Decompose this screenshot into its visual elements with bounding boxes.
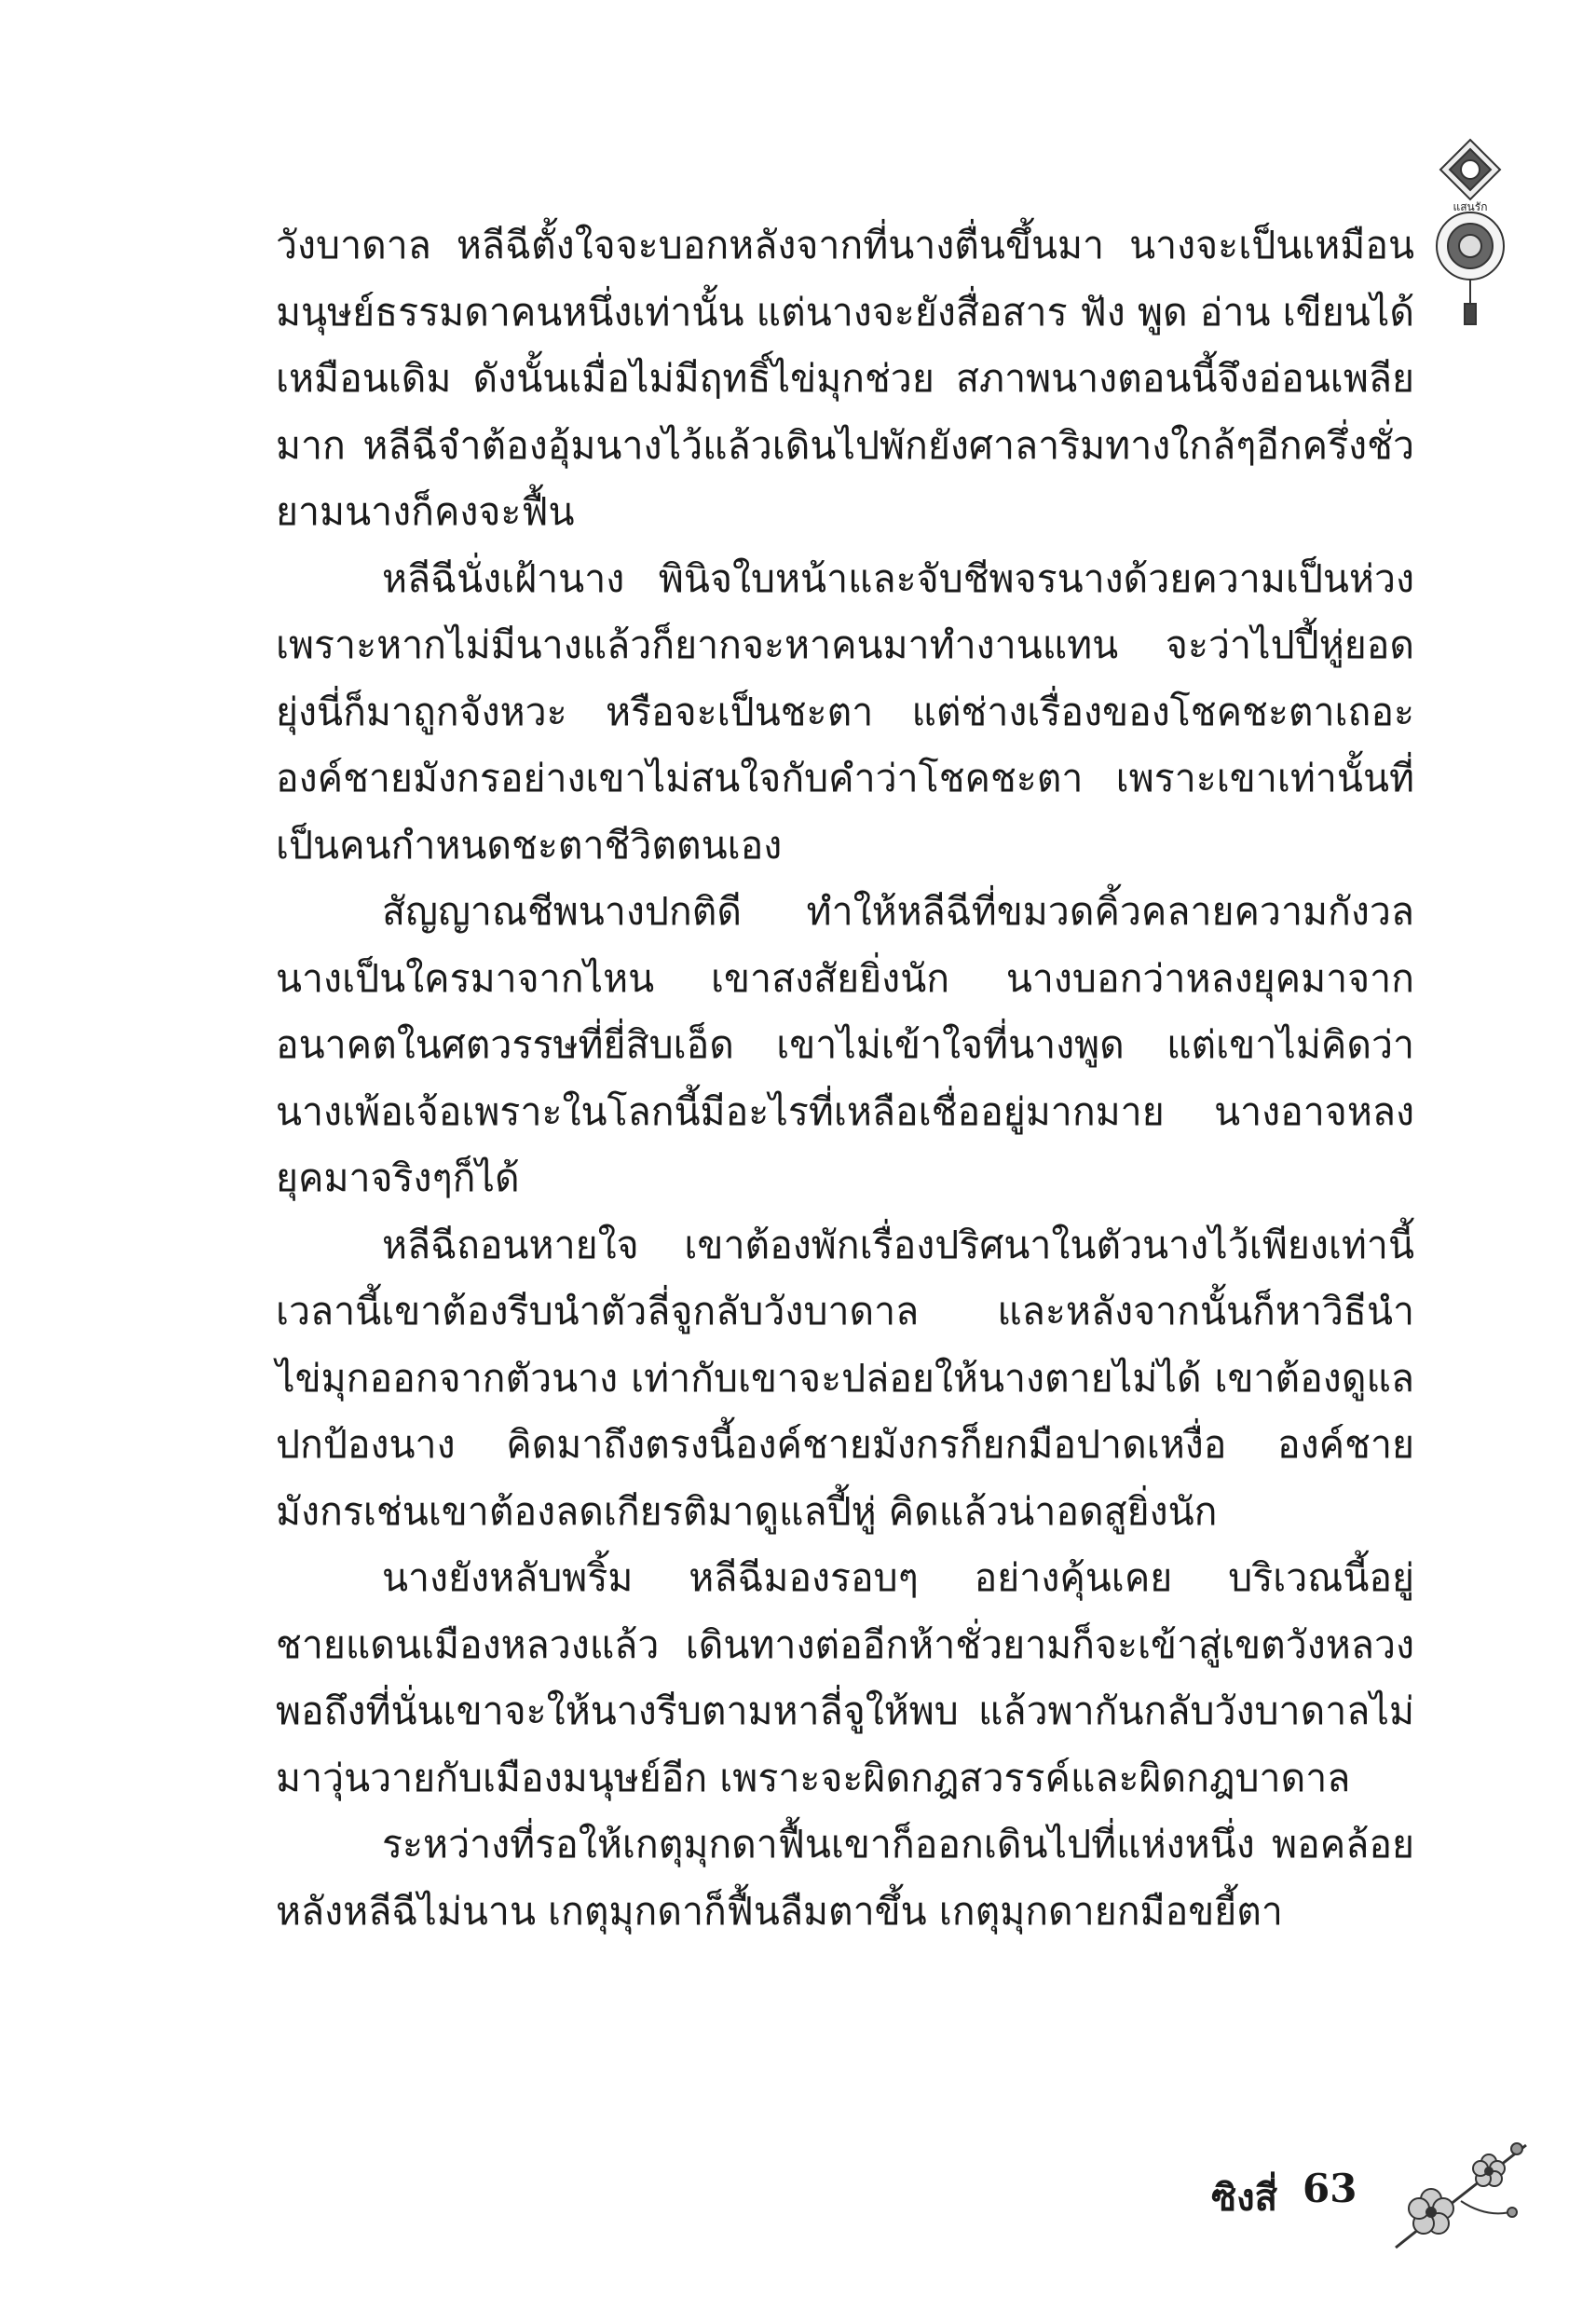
blossom-decoration-icon [1377, 2126, 1535, 2266]
paragraph: หลีฉีถอนหายใจ เขาต้องพักเรื่องปริศนาในตัวนางไว้เพียงเท่านี้เวลานี้เขาต้องรีบนำตัวลี่จูกลับวังบาดาล และหลังจากนั้นก็หาวิธีนำไข่มุกออกจากตัวนาง เท่ากับเขาจะปล่อยให้นางตายไม่ได้ เขาต้องดูแลปกป้องนาง คิดมาถึงตรงนี้องค์ชายมังกรก็ยกมือปาดเหงื่อ องค์ชายมังกรเช่นเขาต้องลดเกียรติมาดูแลปี้หู่ คิดแล้วน่าอดสูยิ่งนัก [276, 1222, 1414, 1534]
paragraph: หลีฉีนั่งเฝ้านาง พินิจใบหน้าและจับชีพจรนางด้วยความเป็นห่วงเพราะหากไม่มีนางแล้วก็ยากจะหาคนมาทำงานแทน จะว่าไปปี้หู่ยอดยุ่งนี่ก็มาถูกจังหวะ หรือจะเป็นชะตา แต่ช่างเรื่องของโชคชะตาเถอะ องค์ชายมังกรอย่างเขาไม่สนใจกับคำว่าโชคชะตา เพราะเขาเท่านั้นที่เป็นคนกำหนดชะตาชีวิตตนเอง [276, 555, 1414, 868]
running-title: ซิงสี่ [1211, 2177, 1278, 2220]
paragraph: วังบาดาล หลีฉีตั้งใจจะบอกหลังจากที่นางตื่นขึ้นมา นางจะเป็นเหมือนมนุษย์ธรรมดาคนหนึ่งเท่านั้น แต่นางจะยังสื่อสาร ฟัง พูด อ่าน เขียนได้เหมือนเดิม ดังนั้นเมื่อไม่มีฤทธิ์ไข่มุกช่วย สภาพนางตอนนี้จึงอ่อนเพลียมาก หลีฉีจำต้องอุ้มนางไว้แล้วเดินไปพักยังศาลาริมทางใกล้ๆอีกครึ่งชั่วยามนางก็คงจะฟื้น [276, 223, 1414, 534]
paragraph: สัญญาณชีพนางปกติดี ทำให้หลีฉีที่ขมวดคิ้วคลายความกังวลนางเป็นใครมาจากไหน เขาสงสัยยิ่งนัก นางบอกว่าหลงยุคมาจากอนาคตในศตวรรษที่ยี่สิบเอ็ด เขาไม่เข้าใจที่นางพูด แต่เขาไม่คิดว่านางเพ้อเจ้อเพราะในโลกนี้มีอะไรที่เหลือเชื่ออยู่มากมาย นางอาจหลงยุคมาจริงๆก็ได้ [276, 889, 1414, 1200]
publisher-logo-icon [1425, 136, 1515, 332]
page-number: 63 [1303, 2166, 1357, 2211]
logo-text: แสนรัก [1453, 200, 1488, 213]
paragraph: ระหว่างที่รอให้เกตุมุกดาฟื้นเขาก็ออกเดินไปที่แห่งหนึ่ง พอคล้อยหลังหลีฉีไม่นาน เกตุมุกดาก็ฟื้นลืมตาขึ้น เกตุมุกดายกมือขยี้ตา [276, 1822, 1414, 1934]
page-body [276, 212, 1414, 1945]
paragraph: นางยังหลับพริ้ม หลีฉีมองรอบๆ อย่างคุ้นเคย บริเวณนี้อยู่ชายแดนเมืองหลวงแล้ว เดินทางต่ออีกห้าชั่วยามก็จะเข้าสู่เขตวังหลวงพอถึงที่นั่นเขาจะให้นางรีบตามหาลี่จูให้พบ แล้วพากันกลับวังบาดาลไม่มาวุ่นวายกับเมืองมนุษย์อีก เพราะจะผิดกฎสวรรค์และผิดกฎบาดาล [276, 1555, 1414, 1800]
